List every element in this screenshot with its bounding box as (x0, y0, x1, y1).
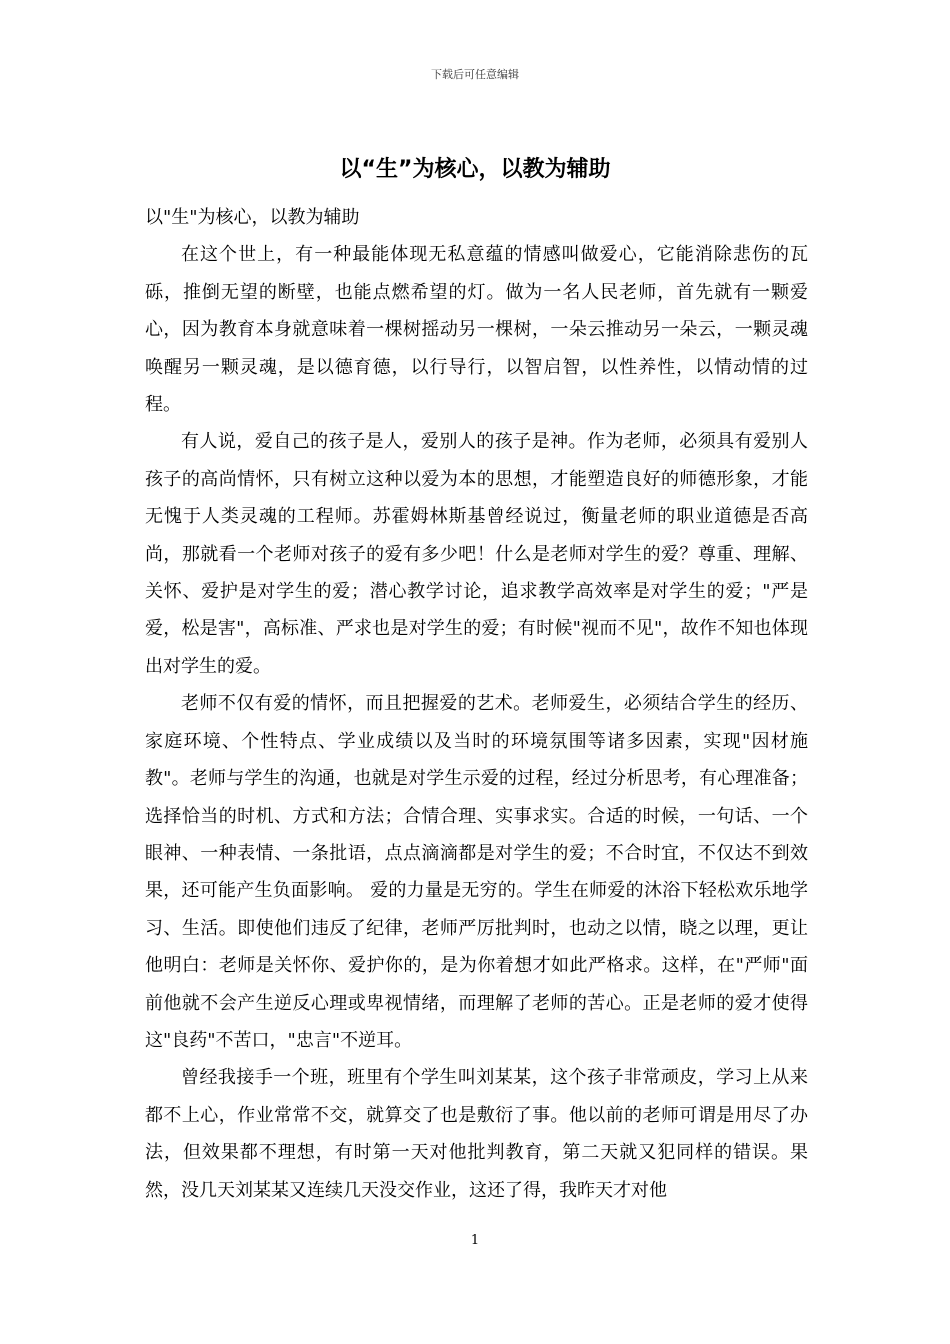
paragraph: 在这个世上，有一种最能体现无私意蕴的情感叫做爱心，它能消除悲伤的瓦砾，推倒无望的断壁，也能点燃希望的灯。做为一名人民老师，首先就有一颗爱心，因为教育本身就意味着一棵树摇动另一棵树，一朵云推动另一朵云，一颗灵魂唤醒另一颗灵魂，是以德育德，以行导行，以智启智，以性养性，以情动情的过程。 (145, 244, 808, 416)
subtitle-line: 以"生"为核心，以教为辅助 (145, 207, 360, 228)
page-number: 1 (470, 1233, 480, 1248)
paragraph: 曾经我接手一个班，班里有个学生叫刘某某，这个孩子非常顽皮，学习上从来都不上心，作业常常不交，就算交了也是敷衍了事。他以前的老师可谓是用尽了办法，但效果都不理想，有时第一天对他批判教育，第二天就又犯同样的错误。果然，没几天刘某某又连续几天没交作业，这还了得，我昨天才对他 (145, 1067, 808, 1201)
paragraph: 老师不仅有爱的情怀，而且把握爱的艺术。老师爱生，必须结合学生的经历、家庭环境、个性特点、学业成绩以及当时的环境氛围等诸多因素，实现"因材施教"。老师与学生的沟通，也就是对学生示爱的过程，经过分析思考，有心理准备；选择恰当的时机、方式和方法；合情合理、实事求实。合适的时候，一句话、一个眼神、一种表情、一条批语，点点滴滴都是对学生的爱；不合时宜，不仅达不到效果，还可能产生负面影响。 爱的力量是无穷的。学生在师爱的沐浴下轻松欢乐地学习、生活。即使他们违反了纪律，老师严厉批判时，也动之以情，晓之以理，更让他明白：老师是关怀你、爱护你的，是为你着想才如此严格求。这样，在"严师"面前他就不会产生逆反心理或卑视情绪，而理解了老师的苦心。正是老师的爱才使得这"良药"不苦口，"忠言"不逆耳。 (145, 693, 808, 1051)
document-title: 以“生”为核心，以教为辅助 (339, 157, 611, 182)
document-body (145, 199, 808, 1209)
header-note: 下载后可任意编辑 (431, 68, 519, 81)
paragraph: 有人说，爱自己的孩子是人，爱别人的孩子是神。作为老师，必须具有爱别人孩子的高尚情怀，只有树立这种以爱为本的思想，才能塑造良好的师德形象，才能无愧于人类灵魂的工程师。苏霍姆林斯基曾经说过，衡量老师的职业道德是否高尚，那就看一个老师对孩子的爱有多少吧！什么是老师对学生的爱？尊重、理解、关怀、爱护是对学生的爱；潜心教学讨论，追求教学高效率是对学生的爱；"严是爱，松是害"，高标准、严求也是对学生的爱；有时候"视而不见"，故作不知也体现出对学生的爱。 (145, 431, 808, 677)
